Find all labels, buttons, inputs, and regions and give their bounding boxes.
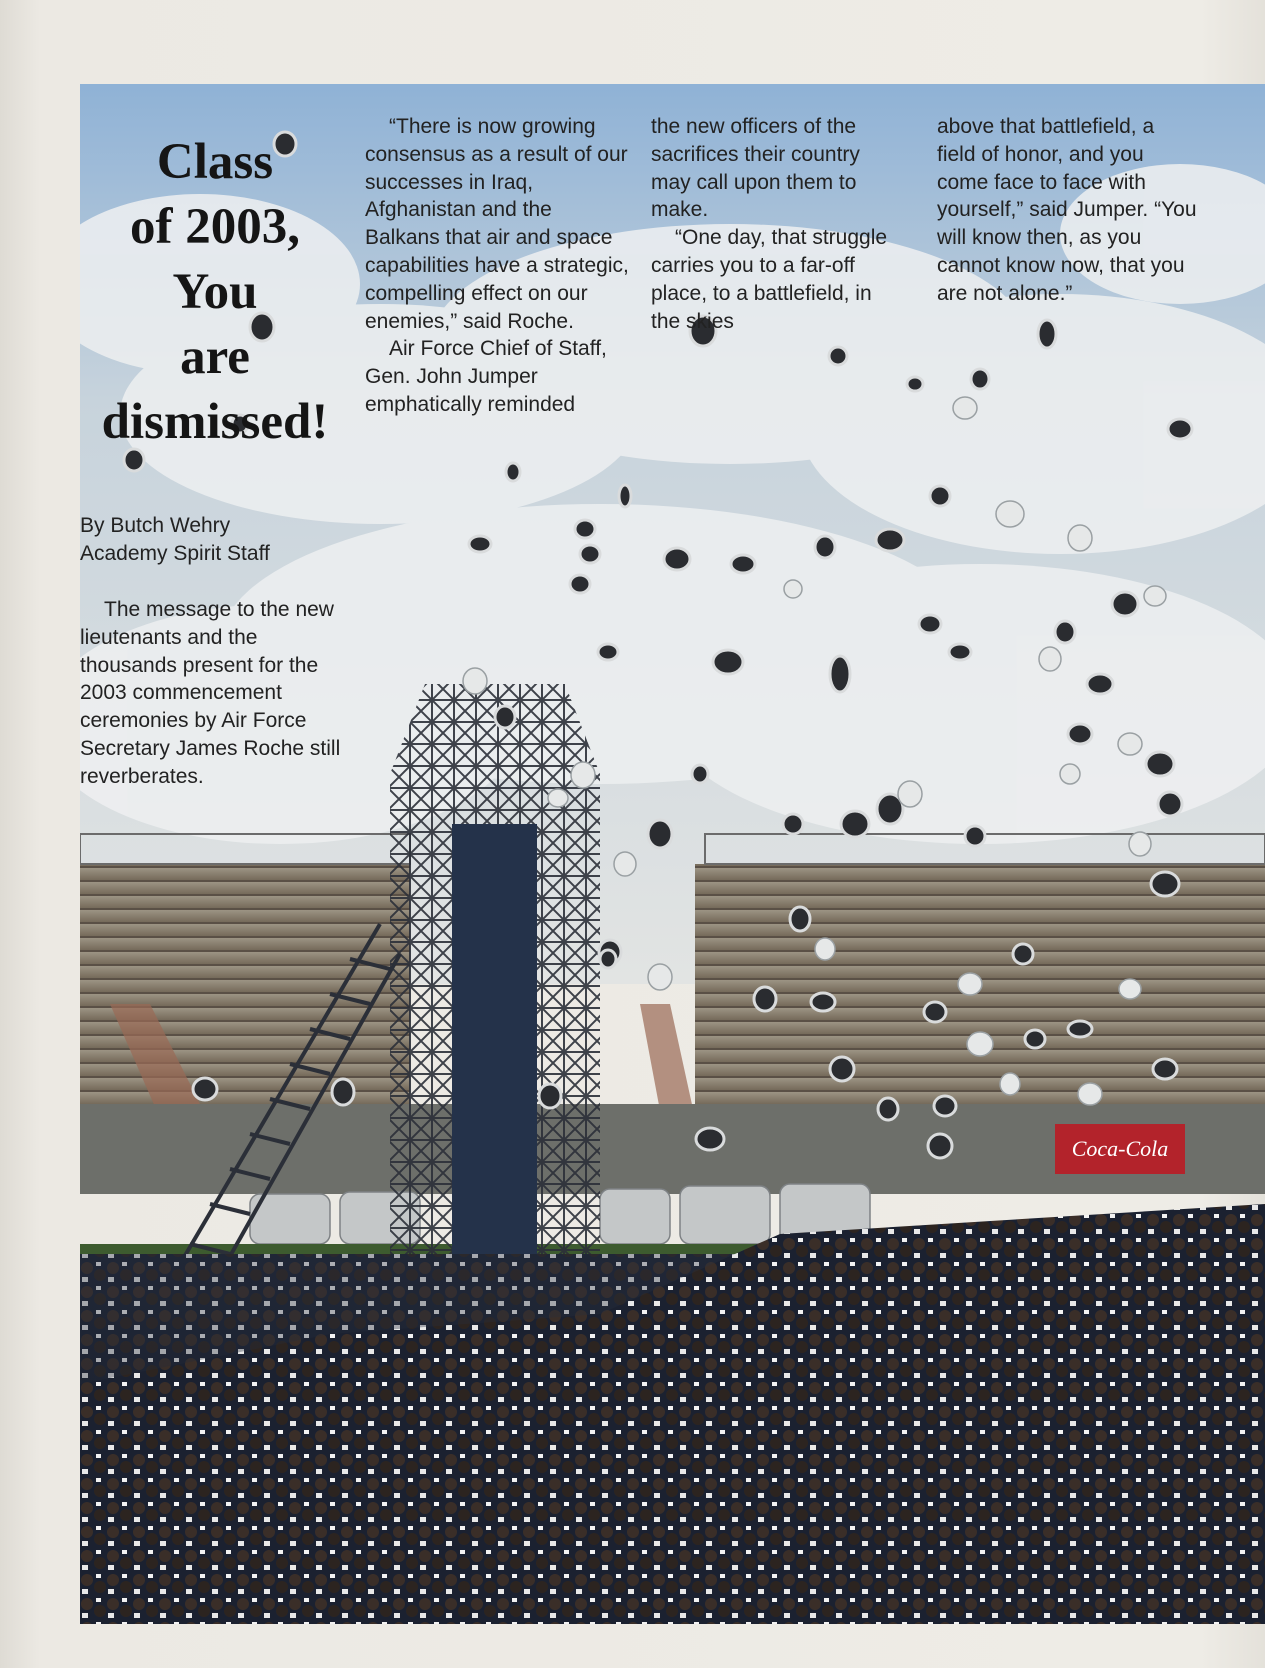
headline-line: dismissed!: [101, 394, 329, 450]
article-paragraph: “There is now growing consensus as a result of our successes in Iraq, Afghanistan and the Balkans that air and space capabilities have a strategic, compelling effect on our enemies,” said Roche.: [365, 115, 629, 333]
headline-line: of 2003,: [130, 199, 300, 255]
headline-line: You: [172, 264, 258, 320]
article-paragraph: above that battlefield, a field of honor, and you come face to face with yourself,” said Jumper. “You will know then, as you cannot know now, that you are not alone.”: [937, 115, 1197, 305]
article-column-3: [651, 113, 901, 335]
article-paragraph: “One day, that struggle carries you to a far-off place, to a battlefield, in the skies: [651, 226, 888, 333]
article-paragraph: Air Force Chief of Staff, Gen. John Jumper emphatically reminded: [365, 337, 607, 416]
article-column-2: [365, 113, 630, 419]
headline-line: are: [180, 329, 250, 385]
coca-cola-sign: Coca-Cola: [1071, 1136, 1169, 1161]
byline: [80, 512, 380, 568]
article-paragraph: The message to the new lieutenants and the thousands present for the 2003 commencement ceremonies by Air Force Secretary James Roche still reverberates.: [80, 598, 341, 788]
headline-line: Class: [156, 134, 274, 190]
article-paragraph: the new officers of the sacrifices their country may call upon them to make.: [651, 115, 860, 222]
byline-affiliation: Academy Spirit Staff: [80, 541, 270, 565]
headline: [80, 130, 350, 455]
article-column-4: [937, 113, 1197, 308]
article-column-1: [80, 596, 350, 791]
byline-author: By Butch Wehry: [80, 514, 231, 537]
